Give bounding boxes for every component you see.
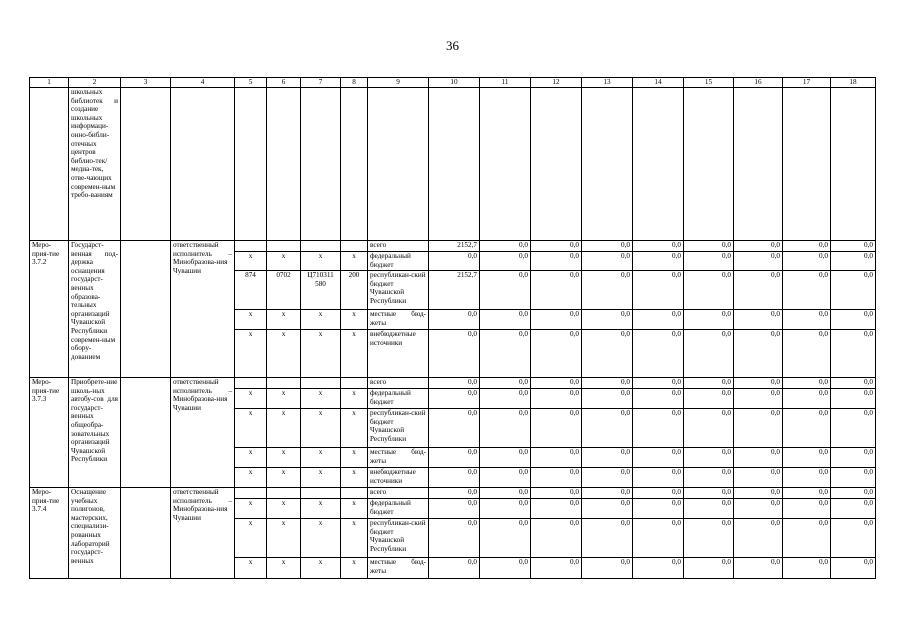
year-value: 0,0	[531, 488, 582, 499]
budget-code	[341, 488, 368, 499]
cell	[633, 88, 684, 241]
year-value: 0,0	[684, 558, 734, 579]
budget-code: x	[341, 409, 368, 448]
year-value: 0,0	[582, 409, 633, 448]
year-value: 0,0	[783, 519, 831, 558]
year-value: 0,0	[531, 271, 582, 310]
header-row	[30, 78, 876, 88]
year-value: 0,0	[831, 558, 876, 579]
cell	[30, 88, 69, 241]
column-header: 16	[734, 78, 783, 88]
year-value: 0,0	[831, 409, 876, 448]
total-value: 0,0	[429, 252, 480, 271]
funding-source: республикан-ский бюджет Чувашской Республики	[368, 519, 429, 558]
year-value: 0,0	[633, 310, 684, 330]
year-value: 0,0	[684, 271, 734, 310]
column-header: 6	[267, 78, 301, 88]
cell	[480, 88, 531, 241]
budget-code: x	[301, 252, 341, 271]
year-value: 0,0	[480, 241, 531, 252]
budget-code	[301, 241, 341, 252]
budget-code: x	[301, 519, 341, 558]
year-value: 0,0	[633, 389, 684, 409]
column-header: 14	[633, 78, 684, 88]
year-value: 0,0	[783, 409, 831, 448]
cell	[171, 88, 235, 241]
year-value: 0,0	[480, 271, 531, 310]
budget-code: x	[301, 499, 341, 519]
year-value: 0,0	[684, 389, 734, 409]
budget-code: x	[301, 558, 341, 579]
year-value: 0,0	[734, 310, 783, 330]
year-value: 0,0	[783, 499, 831, 519]
budget-code	[235, 241, 267, 252]
year-value: 0,0	[633, 499, 684, 519]
budget-code: 874	[235, 271, 267, 310]
total-value: 0,0	[429, 409, 480, 448]
year-value: 0,0	[783, 252, 831, 271]
funding-source: местные бюд-жеты	[368, 310, 429, 330]
budget-code: x	[301, 468, 341, 488]
year-value: 0,0	[633, 468, 684, 488]
budget-code: x	[235, 448, 267, 468]
funding-source: федеральный бюджет	[368, 252, 429, 271]
budget-code: x	[267, 468, 301, 488]
budget-code	[301, 488, 341, 499]
year-value: 0,0	[531, 389, 582, 409]
cell	[301, 88, 341, 241]
year-value: 0,0	[633, 558, 684, 579]
year-value: 0,0	[633, 488, 684, 499]
budget-code	[341, 378, 368, 389]
year-value: 0,0	[684, 241, 734, 252]
funding-source: всего	[368, 241, 429, 252]
total-value: 0,0	[429, 488, 480, 499]
budget-code: x	[235, 310, 267, 330]
budget-code: x	[267, 448, 301, 468]
measure-code: Меро-прия-тие 3.7.2	[30, 241, 69, 378]
year-value: 0,0	[831, 519, 876, 558]
column-header: 11	[480, 78, 531, 88]
year-value: 0,0	[734, 558, 783, 579]
funding-source: федеральный бюджет	[368, 389, 429, 409]
budget-code: Ц710311 580	[301, 271, 341, 310]
year-value: 0,0	[734, 241, 783, 252]
budget-code: x	[301, 448, 341, 468]
year-value: 0,0	[582, 519, 633, 558]
year-value: 0,0	[831, 448, 876, 468]
year-value: 0,0	[480, 252, 531, 271]
budget-code: x	[235, 558, 267, 579]
year-value: 0,0	[582, 271, 633, 310]
budget-code: x	[341, 558, 368, 579]
year-value: 0,0	[582, 378, 633, 389]
column-header: 4	[171, 78, 235, 88]
cell	[121, 241, 171, 378]
year-value: 0,0	[831, 241, 876, 252]
budget-code: x	[235, 468, 267, 488]
year-value: 0,0	[480, 468, 531, 488]
cell	[734, 88, 783, 241]
total-value: 0,0	[429, 558, 480, 579]
measure-name: Оснащение учебных полигонов, мастерских, специализи-рованных лабораторий государст-венных	[69, 488, 121, 579]
cell	[121, 378, 171, 488]
year-value: 0,0	[684, 468, 734, 488]
cell	[235, 88, 267, 241]
year-value: 0,0	[734, 488, 783, 499]
year-value: 0,0	[633, 252, 684, 271]
year-value: 0,0	[783, 271, 831, 310]
year-value: 0,0	[531, 252, 582, 271]
budget-code: x	[267, 558, 301, 579]
year-value: 0,0	[633, 330, 684, 378]
year-value: 0,0	[783, 330, 831, 378]
year-value: 0,0	[783, 310, 831, 330]
year-value: 0,0	[684, 252, 734, 271]
year-value: 0,0	[582, 389, 633, 409]
year-value: 0,0	[531, 330, 582, 378]
total-value: 0,0	[429, 389, 480, 409]
year-value: 0,0	[684, 310, 734, 330]
budget-code: x	[301, 310, 341, 330]
budget-code: x	[341, 468, 368, 488]
year-value: 0,0	[633, 448, 684, 468]
total-value: 0,0	[429, 310, 480, 330]
year-value: 0,0	[480, 378, 531, 389]
measure-name: Приобрете-ние школь-ных автобу-сов для государст-венных общеобра-зовательных организаций Чувашской Республики	[69, 378, 121, 488]
cell	[121, 88, 171, 241]
year-value: 0,0	[734, 252, 783, 271]
column-header: 17	[783, 78, 831, 88]
year-value: 0,0	[684, 519, 734, 558]
table-row	[30, 488, 876, 499]
budget-code: x	[267, 519, 301, 558]
year-value: 0,0	[734, 448, 783, 468]
year-value: 0,0	[783, 389, 831, 409]
year-value: 0,0	[783, 488, 831, 499]
year-value: 0,0	[531, 499, 582, 519]
year-value: 0,0	[783, 558, 831, 579]
budget-code: x	[267, 252, 301, 271]
year-value: 0,0	[684, 488, 734, 499]
column-header: 18	[831, 78, 876, 88]
budget-code: x	[235, 499, 267, 519]
cell	[783, 88, 831, 241]
budget-code: 0702	[267, 271, 301, 310]
budget-code	[235, 488, 267, 499]
budget-code: x	[267, 499, 301, 519]
cell	[429, 88, 480, 241]
year-value: 0,0	[633, 409, 684, 448]
total-value: 0,0	[429, 519, 480, 558]
year-value: 0,0	[734, 389, 783, 409]
page-number: 36	[446, 38, 459, 53]
total-value: 2152,7	[429, 271, 480, 310]
responsible-executor: ответственный исполнитель – Минобразова-ния Чувашии	[171, 488, 235, 579]
year-value: 0,0	[633, 378, 684, 389]
total-value: 0,0	[429, 330, 480, 378]
budget-code: x	[301, 409, 341, 448]
measure-code: Меро-прия-тие 3.7.4	[30, 488, 69, 579]
total-value: 0,0	[429, 499, 480, 519]
budget-code: x	[235, 389, 267, 409]
budget-code: x	[267, 330, 301, 378]
cell	[582, 88, 633, 241]
year-value: 0,0	[480, 558, 531, 579]
year-value: 0,0	[783, 378, 831, 389]
budget-code: 200	[341, 271, 368, 310]
cell	[831, 88, 876, 241]
budget-code: x	[341, 389, 368, 409]
year-value: 0,0	[783, 241, 831, 252]
measure-name: Государст-венная под-держка оснащения государст-венных образова-тельных организаций Чувашской Республики современ-ным обору-дованием	[69, 241, 121, 378]
column-header: 5	[235, 78, 267, 88]
year-value: 0,0	[480, 310, 531, 330]
budget-code	[267, 378, 301, 389]
year-value: 0,0	[831, 378, 876, 389]
continuation-text: школьных библиотек и создание школьных информаци-онно-библи-отечных центров библио-тек/медиа-тек, отве-чающих современ-ным требо-ваниям	[69, 88, 121, 241]
column-header: 12	[531, 78, 582, 88]
year-value: 0,0	[480, 488, 531, 499]
year-value: 0,0	[582, 448, 633, 468]
year-value: 0,0	[831, 330, 876, 378]
budget-code: x	[341, 499, 368, 519]
column-header: 10	[429, 78, 480, 88]
responsible-executor: ответственный исполнитель – Минобразова-ния Чувашии	[171, 378, 235, 488]
year-value: 0,0	[734, 378, 783, 389]
budget-code	[235, 378, 267, 389]
year-value: 0,0	[582, 558, 633, 579]
year-value: 0,0	[831, 271, 876, 310]
year-value: 0,0	[734, 499, 783, 519]
funding-source: местные бюд-жеты	[368, 448, 429, 468]
year-value: 0,0	[684, 499, 734, 519]
year-value: 0,0	[531, 448, 582, 468]
year-value: 0,0	[531, 519, 582, 558]
cell	[121, 488, 171, 579]
year-value: 0,0	[480, 499, 531, 519]
budget-code: x	[235, 252, 267, 271]
year-value: 0,0	[734, 468, 783, 488]
measure-code: Меро-прия-тие 3.7.3	[30, 378, 69, 488]
column-header: 8	[341, 78, 368, 88]
year-value: 0,0	[684, 330, 734, 378]
year-value: 0,0	[734, 330, 783, 378]
cell	[368, 88, 429, 241]
year-value: 0,0	[831, 252, 876, 271]
year-value: 0,0	[582, 310, 633, 330]
year-value: 0,0	[582, 499, 633, 519]
year-value: 0,0	[531, 241, 582, 252]
year-value: 0,0	[831, 468, 876, 488]
year-value: 0,0	[531, 558, 582, 579]
year-value: 0,0	[783, 468, 831, 488]
table-row	[30, 378, 876, 389]
cell	[267, 88, 301, 241]
year-value: 0,0	[480, 409, 531, 448]
budget-code: x	[267, 389, 301, 409]
budget-code: x	[341, 448, 368, 468]
year-value: 0,0	[734, 409, 783, 448]
budget-code: x	[235, 409, 267, 448]
year-value: 0,0	[831, 310, 876, 330]
year-value: 0,0	[633, 241, 684, 252]
year-value: 0,0	[531, 409, 582, 448]
budget-code: x	[235, 330, 267, 378]
year-value: 0,0	[531, 378, 582, 389]
budget-code: x	[341, 252, 368, 271]
year-value: 0,0	[582, 252, 633, 271]
total-value: 0,0	[429, 468, 480, 488]
year-value: 0,0	[480, 389, 531, 409]
year-value: 0,0	[531, 468, 582, 488]
year-value: 0,0	[582, 468, 633, 488]
year-value: 0,0	[531, 310, 582, 330]
year-value: 0,0	[480, 330, 531, 378]
column-header: 9	[368, 78, 429, 88]
year-value: 0,0	[633, 271, 684, 310]
funding-source: местные бюд-жеты	[368, 558, 429, 579]
column-header: 3	[121, 78, 171, 88]
budget-code	[301, 378, 341, 389]
year-value: 0,0	[480, 519, 531, 558]
funding-source: всего	[368, 488, 429, 499]
budget-code: x	[341, 519, 368, 558]
year-value: 0,0	[633, 519, 684, 558]
funding-source: федеральный бюджет	[368, 499, 429, 519]
funding-source: республикан-ский бюджет Чувашской Республики	[368, 409, 429, 448]
table-row	[30, 88, 876, 241]
funding-source: республикан-ский бюджет Чувашской Республики	[368, 271, 429, 310]
budget-code	[267, 241, 301, 252]
year-value: 0,0	[831, 389, 876, 409]
year-value: 0,0	[831, 499, 876, 519]
year-value: 0,0	[684, 378, 734, 389]
column-header: 15	[684, 78, 734, 88]
budget-code	[341, 241, 368, 252]
year-value: 0,0	[734, 271, 783, 310]
year-value: 0,0	[831, 488, 876, 499]
year-value: 0,0	[783, 448, 831, 468]
year-value: 0,0	[734, 519, 783, 558]
year-value: 0,0	[582, 241, 633, 252]
column-header: 2	[69, 78, 121, 88]
budget-code: x	[341, 310, 368, 330]
column-header: 7	[301, 78, 341, 88]
column-header: 1	[30, 78, 69, 88]
column-header: 13	[582, 78, 633, 88]
table-row	[30, 241, 876, 252]
year-value: 0,0	[582, 488, 633, 499]
year-value: 0,0	[480, 448, 531, 468]
cell	[531, 88, 582, 241]
budget-code: x	[301, 330, 341, 378]
funding-source: внебюджетные источники	[368, 468, 429, 488]
total-value: 2152,7	[429, 241, 480, 252]
total-value: 0,0	[429, 448, 480, 468]
year-value: 0,0	[684, 448, 734, 468]
budget-code: x	[341, 330, 368, 378]
budget-code: x	[235, 519, 267, 558]
budget-code: x	[267, 409, 301, 448]
cell	[341, 88, 368, 241]
funding-source: всего	[368, 378, 429, 389]
year-value: 0,0	[684, 409, 734, 448]
budget-code	[267, 488, 301, 499]
budget-table	[29, 77, 876, 579]
cell	[684, 88, 734, 241]
budget-code: x	[267, 310, 301, 330]
responsible-executor: ответственный исполнитель – Минобразова-ния Чувашии	[171, 241, 235, 378]
year-value: 0,0	[582, 330, 633, 378]
funding-source: внебюджетные источники	[368, 330, 429, 378]
budget-code: x	[301, 389, 341, 409]
total-value: 0,0	[429, 378, 480, 389]
